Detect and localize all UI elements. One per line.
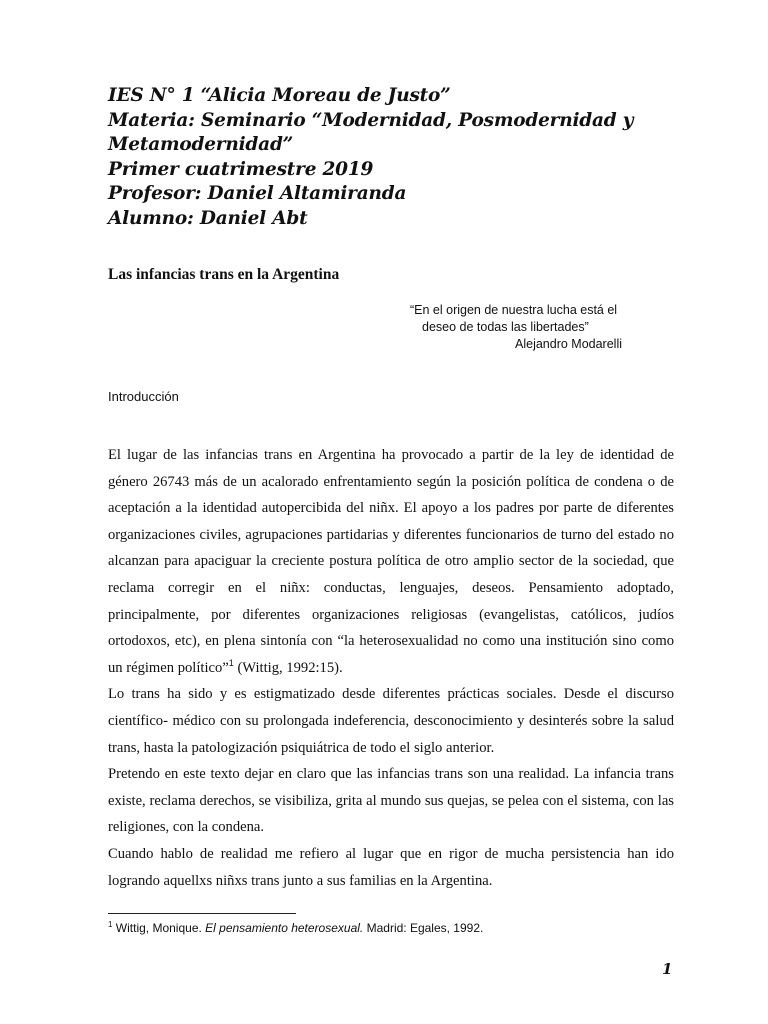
- epigraph: [410, 302, 650, 353]
- epigraph-line-2: deseo de todas las libertades”: [422, 320, 589, 334]
- footnote-publication: Madrid: Egales, 1992.: [363, 921, 484, 935]
- body-text: [108, 442, 674, 894]
- header-professor: Profesor: Daniel Altamiranda: [108, 183, 407, 204]
- footnote-author: Wittig, Monique.: [112, 921, 206, 935]
- footnote: [108, 920, 483, 935]
- page-number: 1: [662, 960, 673, 978]
- footnote-separator: [108, 913, 296, 914]
- epigraph-author: Alejandro Modarelli: [515, 337, 623, 351]
- header-term: Primer cuatrimestre 2019: [108, 158, 374, 180]
- header-subject: Materia: Seminario “Modernidad, Posmodernidad y Metamodernidad”: [108, 109, 634, 155]
- paragraph-1: [108, 442, 674, 681]
- paragraph-3: Pretendo en este texto dejar en claro que las infancias trans son una realidad. La infancia trans existe, reclama derechos, se visibiliza, grita al mundo sus quejas, se pelea con el sistema, con las religiones, con la condena.: [108, 766, 674, 836]
- document-title: Las infancias trans en la Argentina: [108, 266, 340, 283]
- paragraph-1-text: El lugar de las infancias trans en Argentina ha provocado a partir de la ley de identidad de género 26743 más de un acalorado enfrentamiento según la posición política de condena o de aceptación a la identidad autopercibida del niñx. El apoyo a los padres por parte de diferentes organizaciones civiles, agrupaciones partidarias y diferentes funcionarios de turno del estado no alcanzan para apaciguar la creciente postura política de otro amplio sector de la sociedad, que reclama corregir en el niñx: conductas, lenguajes, deseos. Pensamiento adoptado, principalmente, por diferentes organizaciones religiosas (evangelistas, católicos, judíos ortodoxos, etc), en plena sintonía con “la heterosexualidad no como una institución sino como un régimen político”: [108, 447, 674, 676]
- paragraph-2: Lo trans ha sido y es estigmatizado desde diferentes prácticas sociales. Desde el discurso científico- médico con su prolongada indeferencia, desconocimiento y desinterés sobre la salud trans, hasta la patologización psiquiátrica de todo el siglo anterior.: [108, 686, 674, 756]
- footnote-number: 1: [108, 920, 113, 929]
- document-header: [108, 84, 668, 231]
- header-institution: IES N° 1 “Alicia Moreau de Justo”: [108, 85, 451, 106]
- footnote-work-title: El pensamiento heterosexual.: [205, 921, 364, 935]
- epigraph-line-1: “En el origen de nuestra lucha está el: [410, 303, 618, 317]
- paragraph-1-citation: (Wittig, 1992:15).: [233, 659, 343, 676]
- footnote-reference[interactable]: 1: [228, 657, 234, 668]
- paragraph-4: Cuando hablo de realidad me refiero al lugar que en rigor de mucha persistencia han ido logrando aquellxs niñxs trans junto a sus familias en la Argentina.: [108, 845, 674, 889]
- section-heading: Introducción: [108, 389, 179, 404]
- header-student: Alumno: Daniel Abt: [108, 207, 308, 229]
